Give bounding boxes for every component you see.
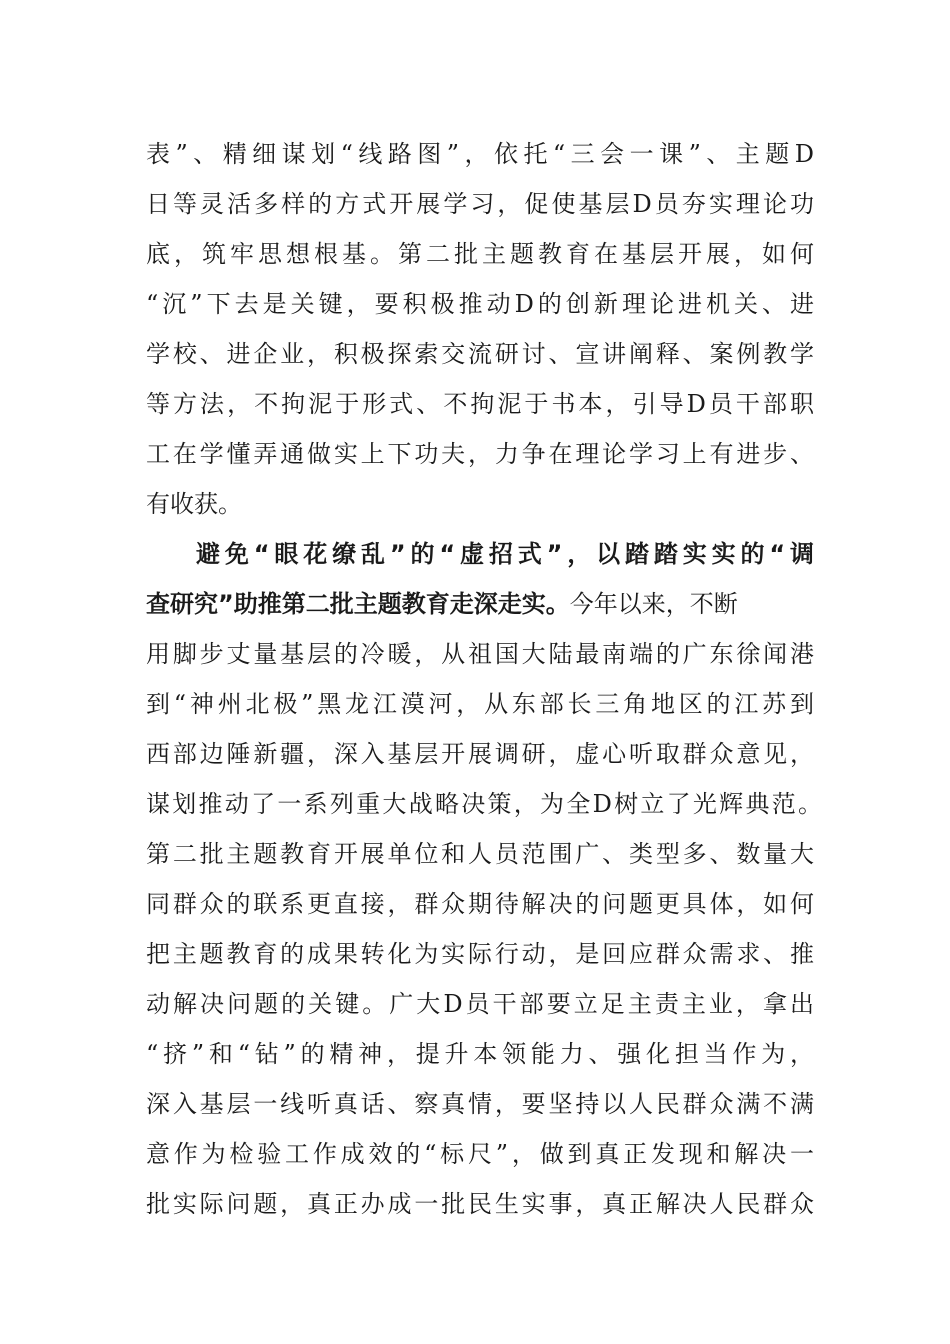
paragraph-1-line-6: 等方法，不拘泥于形式、不拘泥于书本，引导D员干部职: [146, 390, 814, 418]
paragraph-1-line-8: 有收获。: [146, 490, 242, 518]
paragraph-1-line-5: 学校、进企业，积极探索交流研讨、宣讲阐释、案例教学: [146, 340, 814, 368]
paragraph-2-line-3: 用脚步丈量基层的冷暖，从祖国大陆最南端的广东徐闻港: [146, 640, 814, 668]
paragraph-1-line-3: 底，筑牢思想根基。第二批主题教育在基层开展，如何: [146, 240, 814, 268]
paragraph-2-line-2: [146, 589, 814, 619]
paragraph-2-line-8: 同群众的联系更直接，群众期待解决的问题更具体，如何: [146, 890, 814, 918]
paragraph-2-line-14: 批实际问题，真正办成一批民生实事，真正解决人民群众: [146, 1190, 814, 1218]
paragraph-2-line-9: 把主题教育的成果转化为实际行动，是回应群众需求、推: [146, 940, 814, 968]
paragraph-2-line-2-rest: 今年以来，不断: [569, 590, 738, 618]
paragraph-2-line-5: 西部边陲新疆，深入基层开展调研，虚心听取群众意见，: [146, 740, 814, 768]
paragraph-2-line-10: 动解决问题的关键。广大D员干部要立足主责主业，拿出: [146, 990, 814, 1018]
paragraph-2-line-13: 意作为检验工作成效的“标尺”，做到真正发现和解决一: [146, 1140, 814, 1168]
paragraph-2-heading-line-1: 避免“眼花缭乱”的“虚招式”，以踏踏实实的“调: [196, 540, 814, 568]
paragraph-1-line-4: “沉”下去是关键，要积极推动D的创新理论进机关、进: [146, 290, 814, 318]
paragraph-1-line-7: 工在学懂弄通做实上下功夫，力争在理论学习上有进步、: [146, 440, 814, 468]
paragraph-2-line-4: 到“神州北极”黑龙江漠河，从东部长三角地区的江苏到: [146, 690, 814, 718]
paragraph-2-heading-line-2: 查研究”助推第二批主题教育走深走实。: [146, 590, 570, 618]
paragraph-2-line-6: 谋划推动了一系列重大战略决策，为全D树立了光辉典范。: [146, 790, 822, 818]
paragraph-2-line-11: “挤”和“钻”的精神，提升本领能力、强化担当作为，: [146, 1040, 814, 1068]
paragraph-1-line-1: 表”、精细谋划“线路图”，依托“三会一课”、主题D: [146, 140, 814, 168]
paragraph-1-line-2: 日等灵活多样的方式开展学习，促使基层D员夯实理论功: [146, 190, 814, 218]
paragraph-2-line-12: 深入基层一线听真话、察真情，要坚持以人民群众满不满: [146, 1090, 814, 1118]
paragraph-2-line-7: 第二批主题教育开展单位和人员范围广、类型多、数量大: [146, 840, 814, 868]
